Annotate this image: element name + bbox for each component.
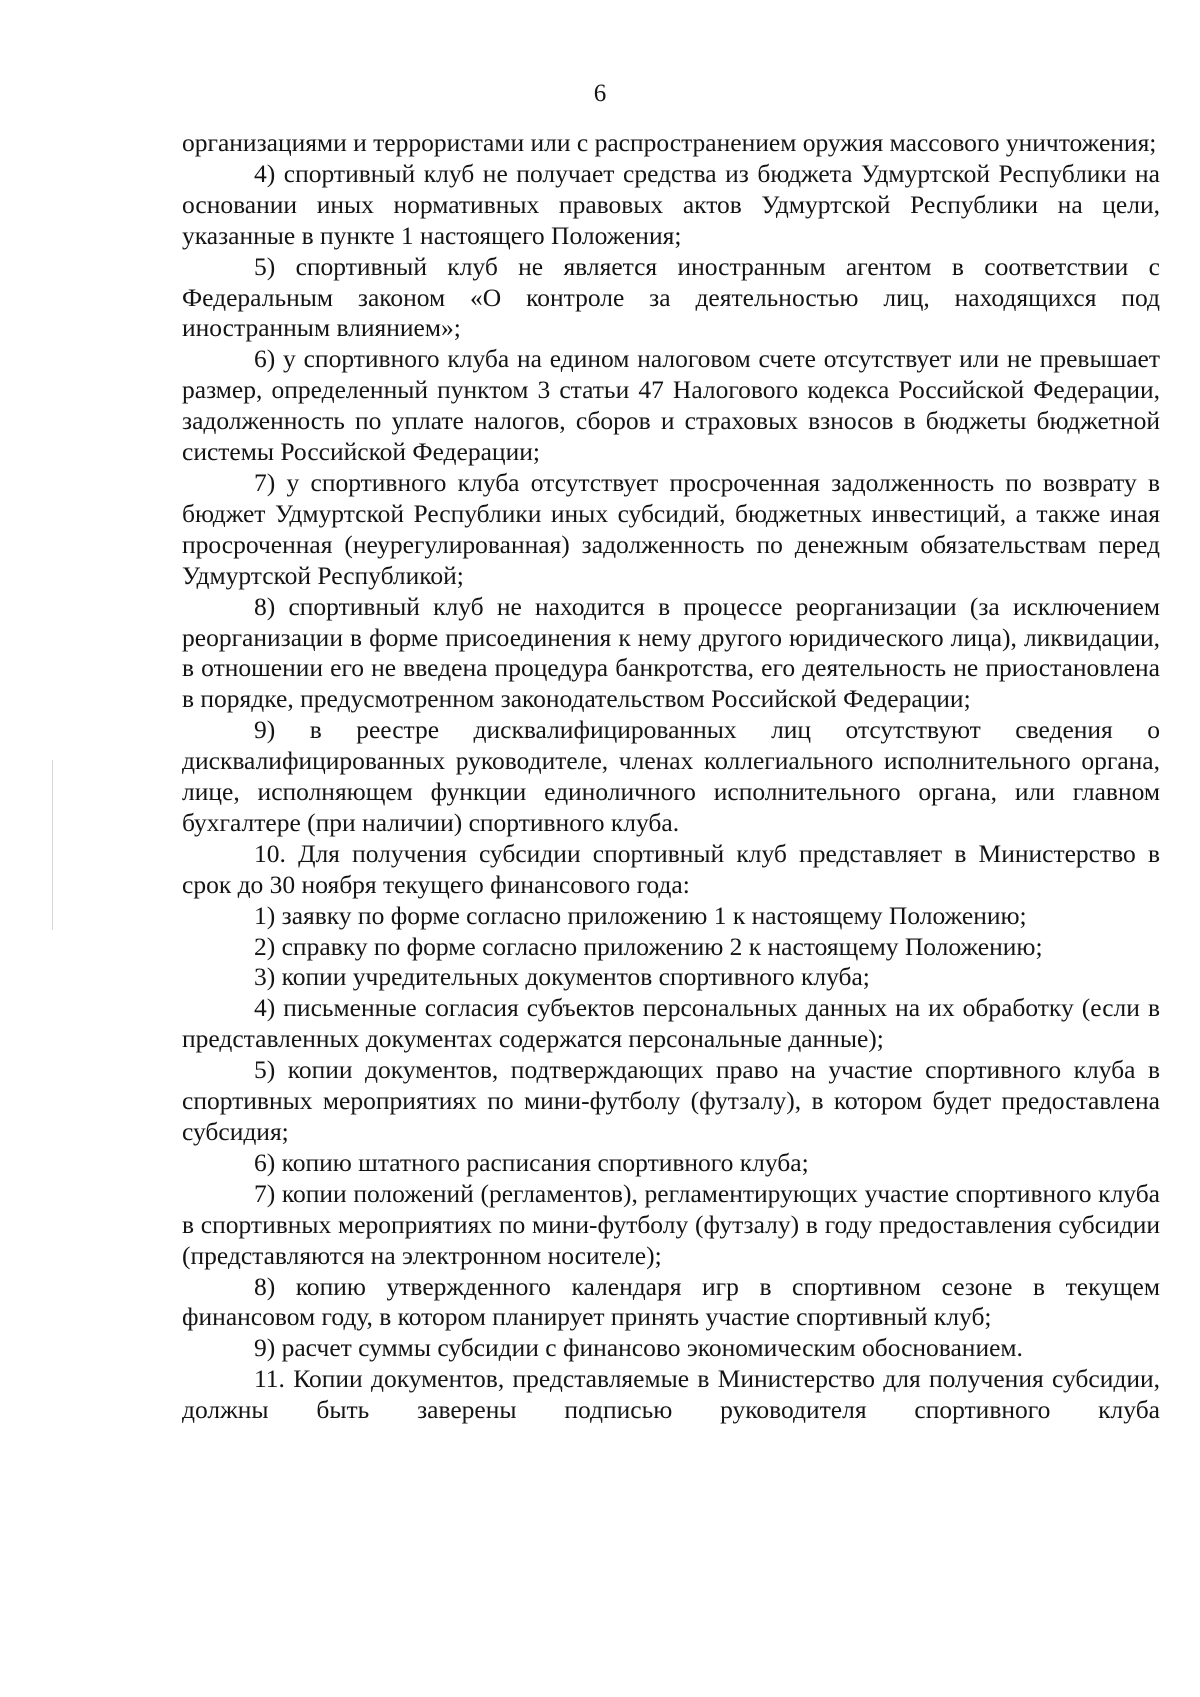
paragraph-doc-item-1: 1) заявку по форме согласно приложению 1 к настоящему Положению; <box>254 900 1027 930</box>
paragraph-doc-item-3: 3) копии учредительных документов спортивного клуба; <box>254 962 870 992</box>
paragraph-doc-item-4: 4) письменные согласия субъектов персональных данных на их обработку (если в представленных документах содержатся персональные данные); <box>182 993 1160 1054</box>
paragraph-doc-item-2: 2) справку по форме согласно приложению 2 к настоящему Положению; <box>254 931 1043 961</box>
paragraph-continuation: организациями и террористами или с распространением оружия массового уничтожения; <box>182 128 1157 157</box>
document-body <box>182 128 1160 1426</box>
paragraph-doc-item-8: 8) копию утвержденного календаря игр в спортивном сезоне в текущем финансовом году, в котором планирует принять участие спортивный клуб; <box>182 1271 1160 1332</box>
paragraph-doc-item-9: 9) расчет суммы субсидии с финансово экономическим обоснованием. <box>254 1333 1023 1363</box>
page-number: 6 <box>593 80 607 107</box>
paragraph-item-8: 8) спортивный клуб не находится в процессе реорганизации (за исключением реорганизации в форме присоединения к нему другого юридического лица), ликвидации, в отношении его не введена процедура банкротства, его деятельность не приостановлена в порядке, предусмотренном законодательством Российской Федерации; <box>182 591 1160 714</box>
paragraph-item-7: 7) у спортивного клуба отсутствует просроченная задолженность по возврату в бюджет Удмуртской Республики иных субсидий, бюджетных инвестиций, а также иная просроченная (неурегулированная) задолженность по денежным обязательствам перед Удмуртской Республикой; <box>182 467 1160 590</box>
paragraph-item-6: 6) у спортивного клуба на едином налоговом счете отсутствует или не превышает размер, определенный пунктом 3 статьи 47 Налогового кодекса Российской Федерации, задолженность по уплате налогов, сборов и страховых взносов в бюджеты бюджетной системы Российской Федерации; <box>182 344 1160 467</box>
paragraph-doc-item-5: 5) копии документов, подтверждающих право на участие спортивного клуба в спортивных мероприятиях по мини-футболу (футзалу), в котором будет предоставлена субсидия; <box>182 1055 1160 1146</box>
paragraph-doc-item-7: 7) копии положений (регламентов), регламентирующих участие спортивного клуба в спортивных мероприятиях по мини-футболу (футзалу) в году предоставления субсидии (представляются на электронном носителе); <box>182 1178 1160 1270</box>
paragraph-item-4: 4) спортивный клуб не получает средства из бюджета Удмуртской Республики на основании иных нормативных правовых актов Удмуртской Республики на цели, указанные в пункте 1 настоящего Положения; <box>182 158 1160 250</box>
scan-margin-line <box>52 760 53 930</box>
paragraph-item-9: 9) в реестре дисквалифицированных лиц отсутствуют сведения о дисквалифицированных руководителе, членах коллегиального исполнительного органа, лице, исполняющем функции единоличного исполнительного органа, или главном бухгалтере (при наличии) спортивного клуба. <box>182 715 1160 837</box>
paragraph-section-11: 11. Копии документов, представляемые в Министерство для получения субсидии, должны быть заверены подписью руководителя спортивного клуба <box>182 1364 1160 1425</box>
paragraph-doc-item-6: 6) копию штатного расписания спортивного клуба; <box>254 1147 809 1177</box>
paragraph-item-5: 5) спортивный клуб не является иностранным агентом в соответствии с Федеральным законом «О контроле за деятельностью лиц, находящихся под иностранным влиянием»; <box>182 251 1160 343</box>
paragraph-section-10: 10. Для получения субсидии спортивный клуб представляет в Министерство в срок до 30 ноября текущего финансового года: <box>182 838 1160 899</box>
